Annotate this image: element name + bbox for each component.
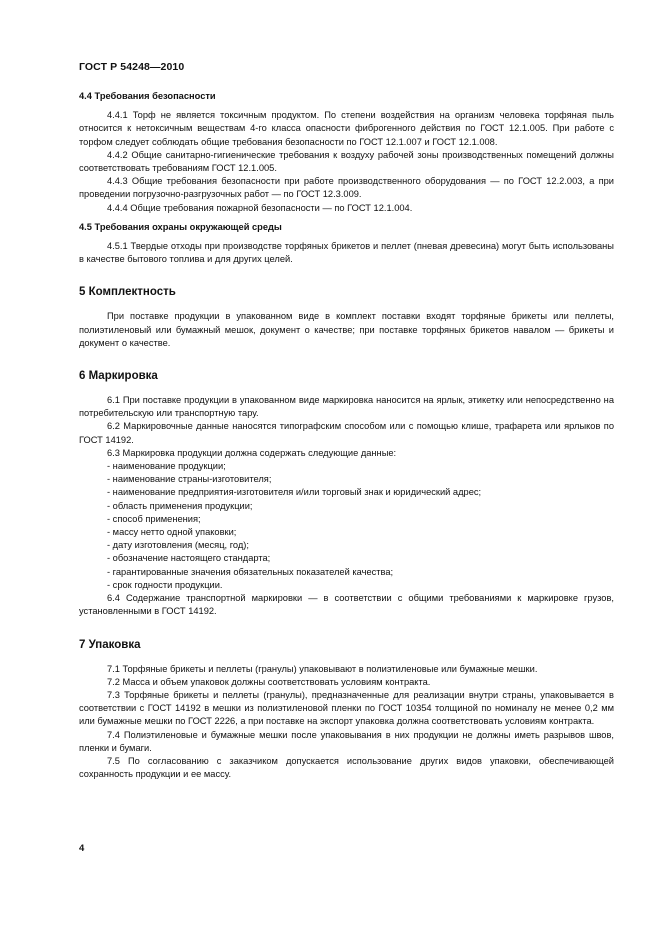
- list-item: - наименование страны-изготовителя;: [107, 474, 272, 485]
- clause-6-1: 6.1 При поставке продукции в упакованном виде маркировка наносится на ярлык, этикетку или непосредственно на потребительскую или транспортную тару.: [79, 395, 614, 419]
- clause-4-4-2: 4.4.2 Общие санитарно-гигиенические требования к воздуху рабочей зоны производственных помещений должны соответствовать требованиям ГОСТ 12.1.005.: [79, 149, 614, 174]
- clause-6-3: 6.3 Маркировка продукции должна содержать следующие данные:: [107, 447, 397, 458]
- list-item: - способ применения;: [107, 513, 201, 524]
- clause-6-2: 6.2 Маркировочные данные наносятся типографским способом или с помощью клише, трафарета или ярлыков по ГОСТ 14192.: [79, 421, 614, 445]
- clause-7-1: 7.1 Торфяные брикеты и пеллеты (гранулы) упаковывают в полиэтиленовые или бумажные мешки.: [107, 663, 538, 674]
- section-7-title: 7 Упаковка: [79, 638, 141, 651]
- clause-7-3: 7.3 Торфяные брикеты и пеллеты (гранулы), предназначенные для реализации внутри страны, упаковывается в соответствии с ГОСТ 14192 в мешки из полиэтиленовой пленки по ГОСТ 10354 толщиной по номиналу не менее 0,2 мм или бумажные мешки по ГОСТ 2226, а при поставке на экспорт упаковка должна соответствовать условиям контракта.: [79, 689, 614, 727]
- section-4-4-title: 4.4 Требования безопасности: [79, 91, 216, 101]
- clause-6-4: 6.4 Содержание транспортной маркировки — в соответствии с общими требованиями к маркировке грузов, установленными в ГОСТ 14192.: [79, 593, 614, 617]
- clause-4-4-4: 4.4.4 Общие требования пожарной безопасности — по ГОСТ 12.1.004.: [107, 202, 413, 213]
- list-item: - срок годности продукции.: [107, 579, 223, 590]
- page-number: 4: [79, 843, 85, 854]
- list-item: - дату изготовления (месяц, год);: [107, 540, 249, 551]
- list-item: - массу нетто одной упаковки;: [107, 527, 237, 538]
- list-item: - наименование предприятия-изготовителя и/или торговый знак и юридический адрес;: [107, 487, 482, 498]
- list-item: - наименование продукции;: [107, 461, 226, 472]
- clause-7-2: 7.2 Масса и объем упаковок должны соответствовать условиям контракта.: [107, 676, 431, 687]
- list-item: - обозначение настоящего стандарта;: [107, 553, 271, 564]
- clause-4-4-1: 4.4.1 Торф не является токсичным продуктом. По степени воздействия на организм человека торфяная пыль относится к нетоксичным веществам 4-го класса опасности фиброгенного действия по ГОСТ 12.1.005. При работе с торфом следует соблюдать общие требования безопасности по ГОСТ 12.1.007 и ГОСТ 12.1.008.: [79, 110, 614, 147]
- section-4-5-title: 4.5 Требования охраны окружающей среды: [79, 221, 282, 232]
- clause-4-5-1: 4.5.1 Твердые отходы при производстве торфяных брикетов и пеллет (пневая древесина) могут быть использованы в качестве бытового топлива и для других целей.: [79, 241, 614, 265]
- section-5-text: При поставке продукции в упакованном виде в комплект поставки входят торфяные брикеты или пеллеты, полиэтиленовый или бумажный мешок, документ о качестве; при поставке торфяных брикетов навалом — брикеты и документ о качестве.: [79, 311, 614, 348]
- section-5-title: 5 Комплектность: [79, 286, 176, 299]
- document-body: [79, 90, 614, 781]
- clause-4-4-3: 4.4.3 Общие требования безопасности при работе производственного оборудования — по ГОСТ 12.2.003, а при проведении погрузочно-разгрузочных работ — по ГОСТ 12.3.009.: [79, 176, 614, 200]
- section-6-title: 6 Маркировка: [79, 370, 158, 383]
- list-item: - гарантированные значения обязательных показателей качества;: [107, 566, 394, 577]
- document-header: ГОСТ Р 54248—2010: [79, 61, 185, 73]
- list-item: - область применения продукции;: [107, 500, 253, 511]
- clause-7-4: 7.4 Полиэтиленовые и бумажные мешки после упаковывания в них продукции не должны иметь разрывов швов, пленки и бумаги.: [79, 729, 614, 753]
- clause-7-5: 7.5 По согласованию с заказчиком допускается использование других видов упаковки, обеспечивающей сохранность продукции и ее массу.: [79, 755, 614, 780]
